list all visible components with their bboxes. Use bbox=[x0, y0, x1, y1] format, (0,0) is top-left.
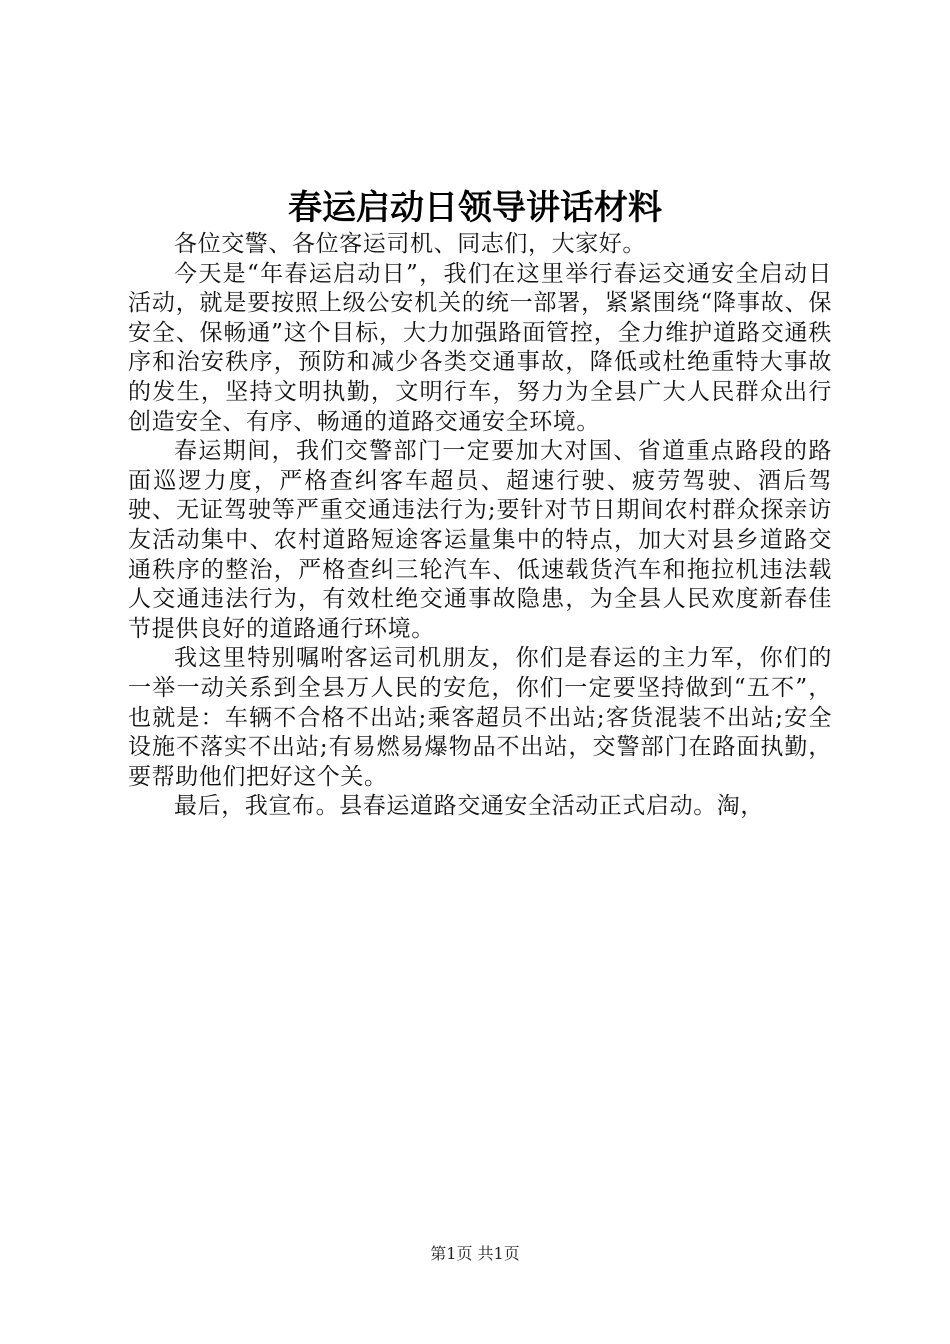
paragraph-closing: 最后，我宣布。县春运道路交通安全活动正式启动。淘， bbox=[174, 793, 764, 820]
page-number-footer: 第1页 共1页 bbox=[430, 1244, 520, 1263]
paragraph-introduction: 今天是“年春运启动日”，我们在这里举行春运交通安全启动日活动，就是要按照上级公安机关的统一部署，紧紧围绕“降事故、保安全、保畅通”这个目标，大力加强路面管控，全力维护道路交通秩序和治安秩序，预防和减少各类交通事故，降低或杜绝重特大事故的发生，坚持文明执勤，文明行车，努力为全县广大人民群众出行创造安全、有序、畅通的道路交通安全环境。 bbox=[128, 260, 832, 435]
paragraph-police-duties: 春运期间，我们交警部门一定要加大对国、省道重点路段的路面巡逻力度，严格查纠客车超员、超速行驶、疲劳驾驶、酒后驾驶、无证驾驶等严重交通违法行为;要针对节日期间农村群众探亲访友活动集中、农村道路短途客运量集中的特点，加大对县乡道路交通秩序的整治，严格查纠三轮汽车、低速载货汽车和拖拉机违法载人交通违法行为，有效杜绝交通事故隐患，为全县人民欢度新春佳节提供良好的道路通行环境。 bbox=[128, 438, 832, 642]
paragraph-greeting: 各位交警、各位客运司机、同志们，大家好。 bbox=[174, 231, 646, 257]
document-body bbox=[128, 230, 832, 822]
document-title: 春运启动日领导讲话材料 bbox=[288, 188, 662, 228]
paragraph-driver-instructions: 我这里特别嘱咐客运司机朋友，你们是春运的主力军，你们的一举一动关系到全县万人民的安危，你们一定要坚持做到“五不”，也就是：车辆不合格不出站;乘客超员不出站;客货混装不出站;安全设施不落实不出站;有易燃易爆物品不出站，交警部门在路面执勤，要帮助他们把好这个关。 bbox=[128, 645, 832, 790]
